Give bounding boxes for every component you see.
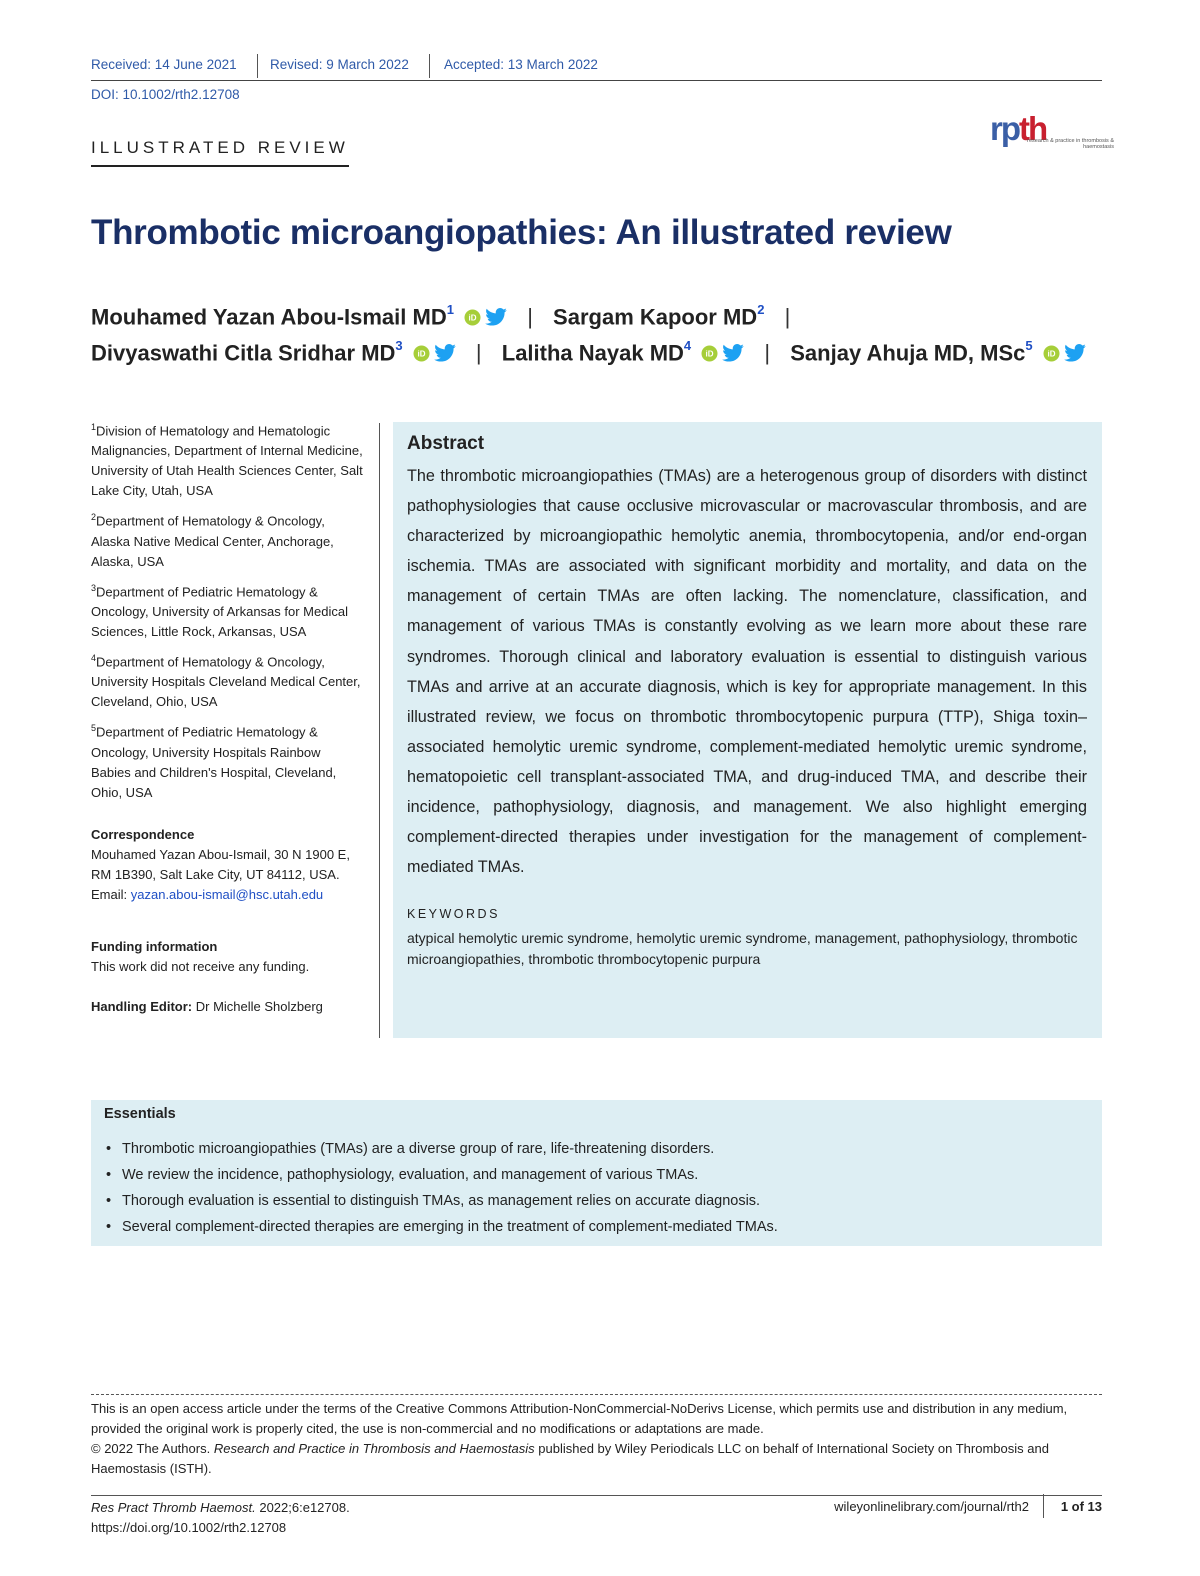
correspondence-address: Mouhamed Yazan Abou-Ismail, 30 N 1900 E, RM 1B390, Salt Lake City, UT 84112, USA. <box>91 846 350 882</box>
affiliation-sup[interactable]: 3 <box>395 338 403 353</box>
orcid-icon[interactable] <box>464 306 481 332</box>
twitter-icon[interactable] <box>485 306 507 332</box>
article-category: ILLUSTRATED REVIEW <box>91 138 349 167</box>
affiliation <box>91 507 363 571</box>
handling-editor-label: Handling Editor: <box>91 998 193 1014</box>
twitter-icon[interactable] <box>1064 342 1086 368</box>
list-item: • Thorough evaluation is essential to distinguish TMAs, as management relies on accurate diagnosis. <box>104 1188 778 1214</box>
doi[interactable]: DOI: 10.1002/rth2.12708 <box>91 87 240 102</box>
affiliation-text: Division of Hematology and Hematologic Malignancies, Department of Internal Medicine, University of Utah Health Sciences Center, Salt Lake City, Utah, USA <box>91 423 363 499</box>
funding <box>91 937 363 977</box>
funding-text: This work did not receive any funding. <box>91 958 310 974</box>
keywords-heading: KEYWORDS <box>407 907 500 921</box>
journal-name: Research and Practice in Thrombosis and Haemostasis <box>213 1441 535 1456</box>
copyright-line <box>91 1439 1102 1479</box>
affiliation-number: 5 <box>91 723 97 734</box>
article-title: Thrombotic microangiopathies: An illustrated review <box>91 213 952 252</box>
affiliation-text: Department of Hematology & Oncology, University Hospitals Cleveland Medical Center, Cleveland, Ohio, USA <box>91 654 361 710</box>
twitter-icon[interactable] <box>722 342 744 368</box>
received-date: Received: 14 June 2021 <box>91 57 237 72</box>
svg-text:iD: iD <box>468 313 477 323</box>
page-number: 1 of 13 <box>1060 1499 1102 1514</box>
logo-mark: rp <box>990 110 1019 147</box>
copyright-prefix: © 2022 The Authors. <box>91 1441 211 1456</box>
author-separator: | <box>527 304 533 330</box>
affiliation-text: Department of Hematology & Oncology, Alaska Native Medical Center, Anchorage, Alaska, USA <box>91 513 334 569</box>
journal-url[interactable]: wileyonlinelibrary.com/journal/rth2 <box>834 1499 1029 1514</box>
svg-text:iD: iD <box>1047 349 1056 359</box>
svg-text:iD: iD <box>705 349 714 359</box>
license-text: This is an open access article under the terms of the Creative Commons Attribution-NonCommercial-NoDerivs License, which permits use and distribution in any medium, provided the original work is properly cited, the use is non-commercial and no modifications or adaptations are made. <box>91 1401 1068 1436</box>
author-name[interactable]: Sargam Kapoor MD <box>553 304 758 330</box>
author-separator: | <box>764 340 771 366</box>
affiliation-sup[interactable]: 2 <box>757 302 765 317</box>
correspondence-email <box>91 885 363 905</box>
orcid-icon[interactable] <box>413 342 430 368</box>
accepted-date: Accepted: 13 March 2022 <box>444 57 598 72</box>
citation-volume: 2022;6:e12708. <box>259 1500 350 1515</box>
email-label: Email: <box>91 886 128 902</box>
divider <box>1043 1494 1044 1518</box>
funding-heading: Funding information <box>91 938 218 954</box>
essentials-panel <box>91 1100 1102 1246</box>
author-line <box>91 304 804 332</box>
author-separator: | <box>475 340 482 366</box>
list-item: • Thrombotic microangiopathies (TMAs) are a diverse group of rare, life-threatening disorders. <box>104 1136 778 1162</box>
citation-journal: Res Pract Thromb Haemost. <box>91 1500 256 1515</box>
license-divider <box>91 1394 1102 1395</box>
copyright-suffix: published by Wiley Periodicals LLC on behalf of International Society on Thrombosis and Haemostasis (ISTH). <box>91 1441 1049 1476</box>
email-link[interactable]: yazan.abou-ismail@hsc.utah.edu <box>130 886 324 902</box>
affiliation <box>91 417 363 501</box>
keywords-list: atypical hemolytic uremic syndrome, hemolytic uremic syndrome, management, pathophysiology, thrombotic microangiopathies, thrombotic thrombocytopenic purpura <box>407 930 1078 967</box>
affiliation <box>91 718 363 802</box>
affiliation-number: 4 <box>91 652 97 663</box>
revised-date: Revised: 9 March 2022 <box>270 57 409 72</box>
column-divider <box>379 423 380 1038</box>
footer-right <box>760 1498 1102 1520</box>
affiliation <box>91 648 363 712</box>
citation-doi-link[interactable]: https://doi.org/10.1002/rth2.12708 <box>91 1520 287 1535</box>
article-info-column <box>91 417 363 1017</box>
affiliation <box>91 578 363 642</box>
handling-editor <box>91 997 363 1017</box>
handling-editor-name: Dr Michelle Sholzberg <box>195 998 323 1014</box>
author-line <box>91 340 1086 368</box>
affiliation-text: Department of Pediatric Hematology & Oncology, University of Arkansas for Medical Sciences, Little Rock, Arkansas, USA <box>91 583 348 639</box>
affiliation-sup[interactable]: 4 <box>683 338 692 353</box>
correspondence <box>91 825 363 905</box>
abstract-text: The thrombotic microangiopathies (TMAs) are a heterogenous group of disorders with distinct pathophysiologies that cause occlusive microvascular or macrovascular thrombosis, and are characterized by microangiopathic hemolytic anemia, thrombocytopenia, and/or end-organ ischemia. TMAs are associated with significant morbidity and mortality, and data on the management of certain TMAs are often lacking. The nomenclature, classification, and management of various TMAs is constantly evolving as we learn more about these rare syndromes. Thorough clinical and laboratory evaluation is essential to distinguish various TMAs and arrive at an accurate diagnosis, which is key for appropriate management. In this illustrated review, we focus on thrombotic thrombocytopenic purpura (TTP), Shiga toxin–associated hemolytic uremic syndrome, complement-mediated hemolytic uremic syndrome, hematopoietic cell transplant-associated TMA, and drug-induced TMA, and describe their incidence, pathophysiology, diagnosis, and management. We also highlight emerging complement-directed therapies under investigation for the management of complement-mediated TMAs. <box>407 467 1087 877</box>
citation <box>91 1498 350 1538</box>
list-item: • We review the incidence, pathophysiology, evaluation, and management of various TMAs. <box>104 1162 778 1188</box>
essentials-heading: Essentials <box>104 1106 176 1122</box>
correspondence-heading: Correspondence <box>91 826 195 842</box>
logo-mark-accent: th <box>1019 110 1047 147</box>
author-name[interactable]: Sanjay Ahuja MD, MSc <box>790 340 1026 366</box>
affiliation-sup[interactable]: 5 <box>1025 338 1033 353</box>
orcid-icon[interactable] <box>701 342 718 368</box>
affiliation-sup[interactable]: 1 <box>446 302 454 317</box>
license-notice <box>91 1399 1102 1479</box>
svg-text:iD: iD <box>417 349 426 359</box>
publication-dates <box>91 56 1102 81</box>
affiliation-number: 1 <box>91 422 97 432</box>
journal-logo <box>990 110 1114 154</box>
author-name[interactable]: Lalitha Nayak MD <box>501 340 684 366</box>
twitter-icon[interactable] <box>434 342 456 368</box>
list-item: • Several complement-directed therapies are emerging in the treatment of complement-mediated TMAs. <box>104 1214 778 1240</box>
affiliation-text: Department of Pediatric Hematology & Oncology, University Hospitals Rainbow Babies and Children's Hospital, Cleveland, Ohio, USA <box>91 724 337 800</box>
divider <box>429 54 430 78</box>
logo-tagline: research & practice in thrombosis & haemostasis <box>1027 138 1114 150</box>
abstract-heading: Abstract <box>407 433 485 454</box>
essentials-list <box>104 1136 778 1240</box>
affiliation-number: 3 <box>91 582 97 593</box>
abstract-panel <box>393 422 1102 1038</box>
orcid-icon[interactable] <box>1043 342 1060 368</box>
footer-divider <box>91 1495 1102 1496</box>
author-name[interactable]: Mouhamed Yazan Abou-Ismail MD <box>91 304 447 330</box>
author-separator: | <box>784 304 791 330</box>
author-name[interactable]: Divyaswathi Citla Sridhar MD <box>91 340 396 366</box>
divider <box>257 54 258 78</box>
affiliation-number: 2 <box>91 512 97 523</box>
